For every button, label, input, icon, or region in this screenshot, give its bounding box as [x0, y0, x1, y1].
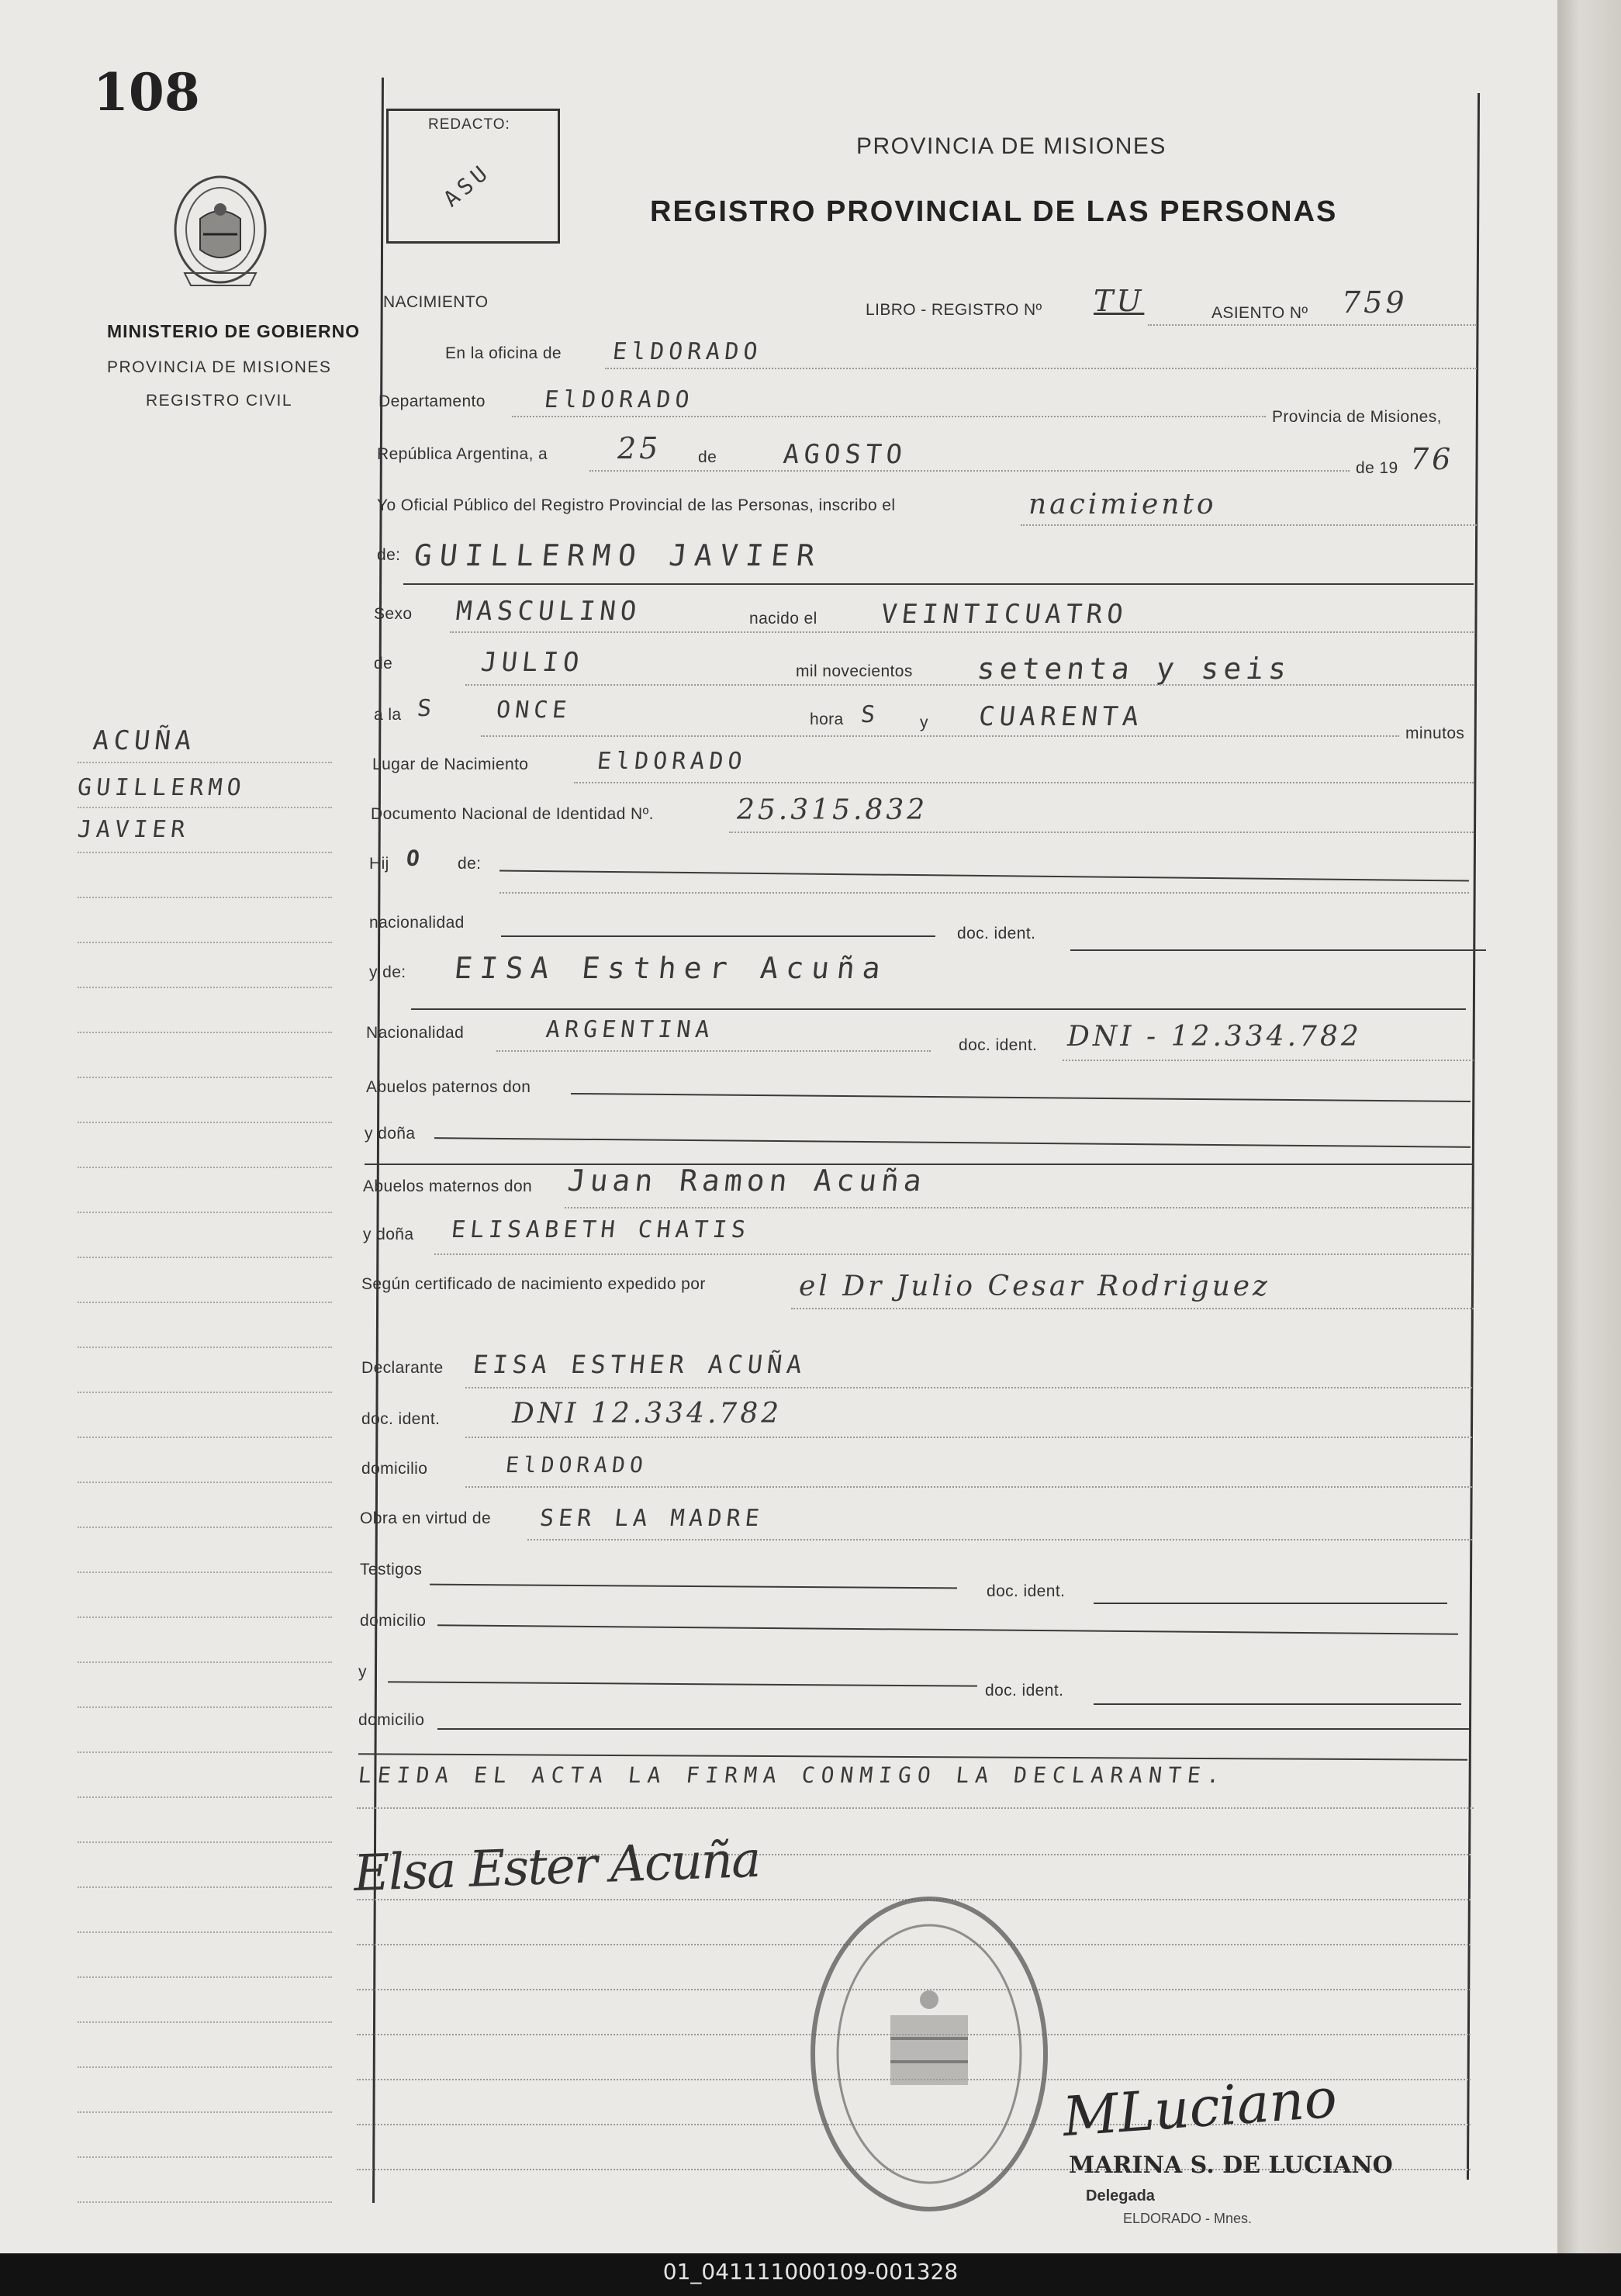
father-nationality-line [501, 935, 935, 937]
dni-dots [729, 832, 1474, 833]
adjacent-page-edge [1557, 0, 1621, 2253]
doc-ident2-value: DNI - 12.334.782 [1067, 1021, 1362, 1053]
margin-ruled-line [78, 1841, 332, 1843]
lugar-value: ElDORADO [596, 748, 748, 775]
horas-dots [481, 735, 1399, 737]
asiento-dots [1148, 324, 1477, 326]
oficina-label: En la oficina de [445, 344, 562, 362]
de3-label: de [374, 655, 393, 673]
mother-name: EISA Esther Acuña [452, 951, 890, 985]
lugar-dots [574, 782, 1474, 783]
coat-of-arms-seal [169, 172, 271, 296]
section-divider [358, 1753, 1467, 1760]
page-number: 108 [93, 62, 200, 123]
margin-ruled-line [78, 1347, 332, 1348]
declarante-label: Declarante [361, 1359, 444, 1377]
de-label: de [698, 448, 717, 466]
nacionalidad2-value: ARGENTINA [544, 1016, 716, 1043]
margin-ruled-line [78, 1661, 332, 1663]
official-signature: MLuciano [1060, 2066, 1339, 2149]
margin-ruled-line [78, 1706, 332, 1708]
margin-ruled-line [78, 2156, 332, 2158]
certificado-label: Según certificado de nacimiento expedido por [361, 1275, 706, 1293]
departamento-value: ElDORADO [543, 386, 696, 413]
footer-id: 01_041111000109-001328 [662, 2259, 959, 2284]
departamento-label: Departamento [378, 392, 486, 410]
margin-note-line-2: GUILLERMO [76, 774, 247, 801]
doc-ident-label: doc. ident. [957, 925, 1036, 942]
domicilio-value: ElDORADO [504, 1452, 649, 1478]
minutes-value: CUARENTA [976, 701, 1145, 732]
doc-ident3-label: doc. ident. [361, 1410, 441, 1428]
doc-ident2-label: doc. ident. [959, 1036, 1038, 1054]
asiento-value: 759 [1342, 285, 1408, 320]
domicilio-dots [465, 1486, 1472, 1488]
de3-dots [465, 684, 1474, 686]
margin-ruled-line [78, 1527, 332, 1528]
doc-ident4-label: doc. ident. [987, 1582, 1066, 1600]
fecha-dots [589, 470, 1350, 472]
abuelo-mat-dots [565, 1207, 1472, 1209]
testigo2-dom-line [437, 1728, 1469, 1730]
official-stamp-place: ELDORADO - Mnes. [1123, 2211, 1253, 2226]
alas-suffix: S [416, 695, 437, 722]
nacido-value: VEINTICUATRO [879, 599, 1129, 630]
testigo1-doc-line [1094, 1603, 1447, 1604]
doc-ident3-value: DNI 12.334.782 [512, 1398, 783, 1430]
testigo2-doc-line [1094, 1703, 1461, 1705]
day-value: 25 [617, 431, 662, 465]
oficina-dots [605, 368, 1477, 369]
father-doc-line [1070, 949, 1486, 951]
obra-label: Obra en virtud de [360, 1509, 492, 1527]
hour-value: ONCE [495, 697, 573, 724]
abuela-mat-dots [434, 1253, 1472, 1255]
oficial-dots [1021, 524, 1477, 526]
provincia-label: Provincia de Misiones, [1272, 408, 1442, 426]
margin-ruled-line [78, 1392, 332, 1393]
horas-label: hora [810, 711, 844, 728]
republica-label: República Argentina, a [377, 445, 548, 463]
redacto-label: REDACTO: [428, 116, 510, 133]
margin-ruled-line [78, 1077, 332, 1078]
domicilio-label: domicilio [361, 1460, 428, 1478]
margin-ruled-line [78, 2201, 332, 2203]
doc-ident2-dots [1063, 1060, 1474, 1061]
lugar-label: Lugar de Nacimiento [372, 756, 529, 773]
redacto-initials: ASU [438, 157, 496, 213]
margin-ruled-line [78, 1302, 332, 1303]
margin-note-line-3: JAVIER [76, 816, 192, 843]
margin-note-line-1: ACUÑA [91, 725, 198, 756]
margin-ruled-line [78, 852, 332, 853]
obra-dots [527, 1539, 1472, 1540]
margin-ruled-line [78, 1796, 332, 1798]
ministry-province: PROVINCIA DE MISIONES [107, 358, 332, 376]
certificado-dots [791, 1308, 1474, 1309]
testigos-label: Testigos [360, 1561, 423, 1578]
domicilio2-label: domicilio [360, 1612, 427, 1630]
sexo-value: MASCULINO [454, 596, 643, 627]
act-type-label: NACIMIENTO [383, 293, 489, 311]
nacionalidad-label: nacionalidad [369, 914, 465, 932]
nacionalidad2-dots [496, 1050, 931, 1052]
margin-ruled-line [78, 1886, 332, 1888]
doc-ident3-dots [465, 1437, 1472, 1438]
margin-ruled-line [78, 1751, 332, 1753]
margin-ruled-line [78, 1257, 332, 1258]
y2-label: y [358, 1663, 367, 1681]
hijo-suffix: O [405, 845, 426, 871]
declarante-signature: Elsa Ester Acuña [352, 1831, 761, 1904]
margin-ruled-line [78, 1167, 332, 1168]
mother-underline [411, 1008, 1466, 1010]
sexo-dots [450, 631, 1474, 633]
testigo2-line [388, 1681, 977, 1686]
name-underline [403, 583, 1474, 585]
abuela-pat-line [434, 1137, 1471, 1148]
de2-label: de: [377, 546, 401, 564]
official-stamp-role: Delegada [1086, 2187, 1155, 2204]
margin-ruled-line [78, 2066, 332, 2068]
registered-name: GUILLERMO JAVIER [412, 538, 824, 572]
abuelo-mat-value: Juan Ramon Acuña [565, 1164, 928, 1198]
declarante-value: EISA ESTHER ACUÑA [472, 1350, 808, 1379]
abuela-mat-value: ELISABETH CHATIS [450, 1216, 752, 1243]
nacido-label: nacido el [749, 610, 817, 628]
year-value: 76 [1410, 442, 1454, 476]
minutos-label: minutos [1405, 724, 1465, 742]
mil-value: setenta y seis [975, 652, 1293, 686]
abuelo-pat-line [571, 1093, 1471, 1102]
margin-ruled-line [78, 2021, 332, 2023]
mil-label: mil novecientos [796, 662, 913, 680]
margin-ruled-line [78, 1617, 332, 1618]
closing-text: LEIDA EL ACTA LA FIRMA CONMIGO LA DECLARANTE. [357, 1762, 1228, 1788]
margin-ruled-line [78, 2111, 332, 2113]
y-label: y [920, 714, 928, 731]
margin-ruled-line [78, 807, 332, 808]
year-prefix: de 19 [1356, 459, 1398, 477]
ydona2-label: y doña [363, 1226, 414, 1243]
declarante-dots [465, 1387, 1472, 1388]
ministry-registry: REGISTRO CIVIL [146, 392, 293, 410]
margin-ruled-line [78, 1572, 332, 1573]
asiento-label: ASIENTO Nº [1211, 304, 1308, 322]
birth-month-value: JULIO [479, 647, 586, 678]
domicilio3-label: domicilio [358, 1711, 425, 1729]
margin-ruled-line [78, 1931, 332, 1933]
yde-label: y de: [369, 963, 406, 981]
margin-ruled-line [78, 987, 332, 988]
official-stamp-name: MARINA S. DE LUCIANO [1069, 2152, 1393, 2179]
right-frame-line [1467, 93, 1480, 2180]
sexo-label: Sexo [374, 605, 413, 623]
margin-ruled-line [78, 762, 332, 763]
father-line [499, 870, 1469, 881]
hijo-dots [499, 892, 1469, 894]
obra-value: SER LA MADRE [538, 1505, 766, 1532]
province-title: PROVINCIA DE MISIONES [856, 133, 1166, 159]
libro-label: LIBRO - REGISTRO Nº [866, 301, 1042, 319]
margin-ruled-line [78, 1212, 332, 1213]
dni-label: Documento Nacional de Identidad Nº. [371, 805, 654, 823]
oficina-value: ElDORADO [611, 338, 764, 365]
margin-ruled-line [78, 1482, 332, 1483]
testigo1-dom-line [437, 1624, 1458, 1634]
abuelos-mat-label: Abuelos maternos don [363, 1177, 533, 1195]
closing-dots-1 [357, 1807, 1474, 1809]
certificado-value: el Dr Julio Cesar Rodriguez [799, 1271, 1271, 1302]
official-round-stamp [797, 1883, 1061, 2225]
testigo1-line [430, 1584, 957, 1589]
alas-label: a la [374, 706, 402, 724]
margin-ruled-line [78, 1122, 332, 1123]
libro-value: TU [1094, 284, 1145, 318]
ministry-name: MINISTERIO DE GOBIERNO [107, 321, 361, 341]
margin-ruled-line [78, 942, 332, 943]
oficial-text: Yo Oficial Público del Registro Provincial de las Personas, inscribo el [377, 496, 896, 514]
ydona-label: y doña [365, 1125, 416, 1143]
registry-title: REGISTRO PROVINCIAL DE LAS PERSONAS [650, 195, 1338, 228]
horas-suffix: S [859, 701, 881, 728]
dni-value: 25.315.832 [737, 794, 928, 826]
margin-ruled-line [78, 1976, 332, 1978]
margin-ruled-line [78, 1032, 332, 1033]
doc-ident5-label: doc. ident. [985, 1682, 1064, 1700]
hijo-label: Hij [369, 855, 389, 873]
departamento-dots [512, 416, 1266, 417]
oficial-value: nacimiento [1028, 489, 1217, 520]
margin-ruled-line [78, 1437, 332, 1438]
hijo-de-label: de: [458, 855, 482, 873]
margin-ruled-line [78, 897, 332, 898]
month-value: AGOSTO [781, 439, 908, 470]
nacionalidad2-label: Nacionalidad [366, 1024, 465, 1042]
abuelos-pat-label: Abuelos paternos don [366, 1078, 531, 1096]
